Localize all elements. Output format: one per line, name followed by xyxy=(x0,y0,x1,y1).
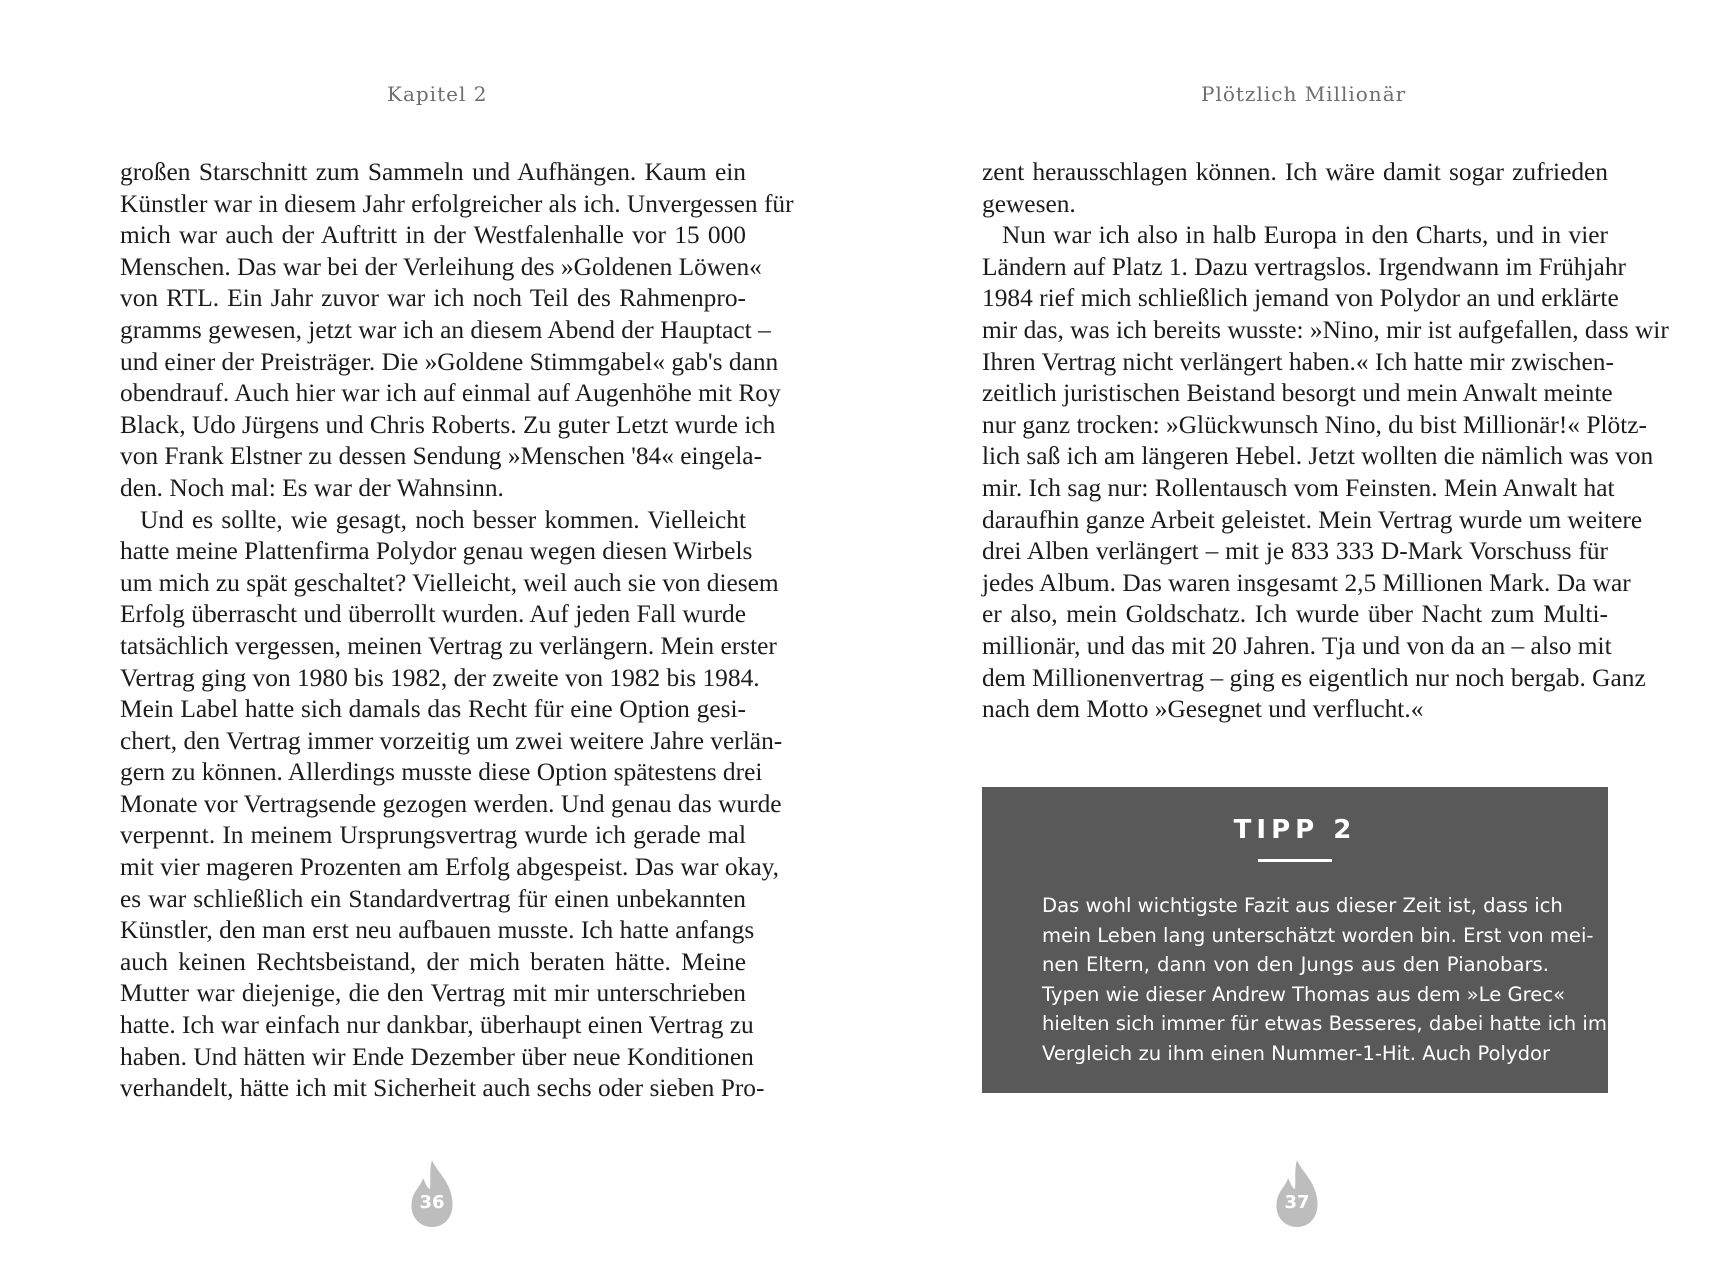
text-line: um mich zu spät geschaltet? Vielleicht, weil auch sie von diesem xyxy=(120,568,779,597)
text-line: zeitlich juristischen Beistand besorgt und mein Anwalt meinte xyxy=(982,379,1613,408)
text-line: tatsächlich vergessen, meinen Vertrag zu verlängern. Mein erster xyxy=(120,631,777,660)
text-line: gramms gewesen, jetzt war ich an diesem Abend der Hauptact – xyxy=(120,315,771,344)
running-head-left: Kapitel 2 xyxy=(387,82,488,106)
text-line: mit vier mageren Prozenten am Erfolg abgespeist. Das war okay, xyxy=(120,853,779,882)
text-line: verhandelt, hätte ich mit Sicherheit auch sechs oder sieben Pro- xyxy=(120,1074,765,1103)
tip-box xyxy=(982,787,1608,1093)
text-line: 1984 rief mich schließlich jemand von Polydor an und erklärte xyxy=(982,284,1619,313)
text-line: mir das, was ich bereits wusste: »Nino, mir ist aufgefallen, dass wir xyxy=(982,315,1669,344)
tip-text xyxy=(1042,891,1607,1068)
tip-line: Das wohl wichtigste Fazit aus dieser Zeit ist, dass ich xyxy=(1042,894,1563,917)
text-line: hatte. Ich war einfach nur dankbar, überhaupt einen Vertrag zu xyxy=(120,1011,754,1040)
body-text-right xyxy=(982,157,1669,726)
tip-divider xyxy=(1258,859,1332,862)
text-line: Nun war ich also in halb Europa in den Charts, und in vier xyxy=(1002,221,1608,250)
text-line: großen Starschnitt zum Sammeln und Aufhängen. Kaum ein xyxy=(120,158,746,186)
text-line: gern zu können. Allerdings musste diese Option spätestens drei xyxy=(120,758,763,787)
text-line: und einer der Preisträger. Die »Goldene Stimmgabel« gab's dann xyxy=(120,347,779,376)
text-line: Menschen. Das war bei der Verleihung des »Goldenen Löwen« xyxy=(120,252,762,281)
text-line: zent herausschlagen können. Ich wäre damit sogar zufrieden xyxy=(982,158,1608,186)
text-line: haben. Und hätten wir Ende Dezember über neue Konditionen xyxy=(120,1042,754,1071)
text-line: Und es sollte, wie gesagt, noch besser kommen. Vielleicht xyxy=(140,505,746,534)
page-number-text: 37 xyxy=(1284,1192,1310,1213)
text-line: daraufhin ganze Arbeit geleistet. Mein Vertrag wurde um weitere xyxy=(982,505,1643,534)
running-head-right: Plötzlich Millionär xyxy=(1201,82,1407,106)
text-line: Erfolg überrascht und überrollt wurden. Auf jeden Fall wurde xyxy=(120,600,746,629)
text-line: lich saß ich am längeren Hebel. Jetzt wollten die nämlich was von xyxy=(982,442,1654,471)
right-page xyxy=(856,0,1713,1270)
tip-line: Typen wie dieser Andrew Thomas aus dem »Le Grec« xyxy=(1042,982,1566,1006)
body-text-left xyxy=(120,157,794,1105)
tip-line: Vergleich zu ihm einen Nummer-1-Hit. Auch Polydor xyxy=(1042,1041,1551,1065)
text-line: verpennt. In meinem Ursprungsvertrag wurde ich gerade mal xyxy=(120,821,746,850)
text-line: Monate vor Vertragsende gezogen werden. Und genau das wurde xyxy=(120,789,782,818)
text-line: chert, den Vertrag immer vorzeitig um zwei weitere Jahre verlän- xyxy=(120,726,783,755)
page-number-left xyxy=(409,1158,455,1228)
page-number-right xyxy=(1274,1158,1320,1228)
tip-line: hielten sich immer für etwas Besseres, dabei hatte ich im xyxy=(1042,1012,1607,1035)
text-line: millionär, und das mit 20 Jahren. Tja und von da an – also mit xyxy=(982,631,1612,660)
text-line: nach dem Motto »Gesegnet und verflucht.« xyxy=(982,695,1424,724)
text-line: Künstler war in diesem Jahr erfolgreicher als ich. Unvergessen für xyxy=(120,189,794,218)
tip-line: mein Leben lang unterschätzt worden bin. Erst von mei- xyxy=(1042,923,1594,947)
page-number-text: 36 xyxy=(419,1192,445,1213)
text-line: Mein Label hatte sich damals das Recht für eine Option gesi- xyxy=(120,695,746,724)
text-line: Vertrag ging von 1980 bis 1982, der zweite von 1982 bis 1984. xyxy=(120,663,760,692)
text-line: Künstler, den man erst neu aufbauen musste. Ich hatte anfangs xyxy=(120,916,755,945)
text-line: jedes Album. Das waren insgesamt 2,5 Millionen Mark. Da war xyxy=(982,568,1631,597)
text-line: nur ganz trocken: »Glückwunsch Nino, du bist Millionär!« Plötz- xyxy=(982,410,1647,439)
text-line: dem Millionenvertrag – ging es eigentlich nur noch bergab. Ganz xyxy=(982,663,1646,692)
text-line: mich war auch der Auftritt in der Westfalenhalle vor 15 000 xyxy=(120,221,746,250)
text-line: drei Alben verlängert – mit je 833 333 D-Mark Vorschuss für xyxy=(982,537,1608,566)
text-line: es war schließlich ein Standardvertrag für einen unbekannten xyxy=(120,884,746,913)
text-line: gewesen. xyxy=(982,189,1076,218)
text-line: mir. Ich sag nur: Rollentausch vom Feinsten. Mein Anwalt hat xyxy=(982,473,1615,502)
tip-title: TIPP 2 xyxy=(1233,815,1357,845)
text-line: Black, Udo Jürgens und Chris Roberts. Zu guter Letzt wurde ich xyxy=(120,410,776,439)
text-line: Mutter war diejenige, die den Vertrag mit mir unterschrieben xyxy=(120,979,746,1008)
text-line: von Frank Elstner zu dessen Sendung »Menschen '84« eingela- xyxy=(120,442,763,471)
text-line: Ländern auf Platz 1. Dazu vertragslos. Irgendwann im Frühjahr xyxy=(982,252,1626,281)
text-line: auch keinen Rechtsbeistand, der mich beraten hätte. Meine xyxy=(120,947,746,976)
text-line: von RTL. Ein Jahr zuvor war ich noch Teil des Rahmenpro- xyxy=(120,284,746,313)
tip-line: nen Eltern, dann von den Jungs aus den Pianobars. xyxy=(1042,953,1549,976)
text-line: hatte meine Plattenfirma Polydor genau wegen diesen Wirbels xyxy=(120,537,753,566)
text-line: Ihren Vertrag nicht verlängert haben.« Ich hatte mir zwischen- xyxy=(982,347,1614,376)
left-page xyxy=(0,0,856,1270)
text-line: den. Noch mal: Es war der Wahnsinn. xyxy=(120,473,504,502)
text-line: obendrauf. Auch hier war ich auf einmal auf Augenhöhe mit Roy xyxy=(120,379,781,408)
text-line: er also, mein Goldschatz. Ich wurde über Nacht zum Multi- xyxy=(982,600,1608,629)
